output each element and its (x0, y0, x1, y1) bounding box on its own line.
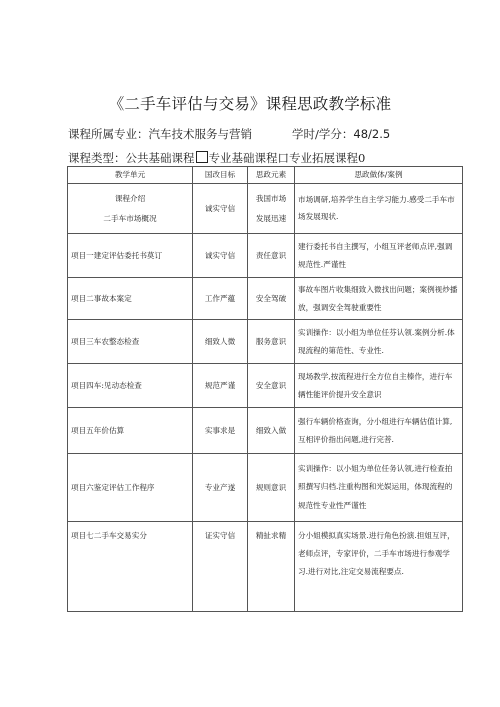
type-option-extension: 口专业拓展课程0 (277, 151, 366, 165)
case-cell: 实训操作：以小姐为单位任务认领,进行检查拍照撰写归档.注重构图和光娱运用，体现流程的规范性专业性严谨性 (295, 454, 463, 522)
table-row (68, 278, 463, 320)
element-cell: 责任意识 (248, 234, 295, 278)
goal-cell: 诚实守信 (193, 184, 248, 234)
goal-cell: 证实守信 (193, 522, 248, 612)
unit-line: 二手车市场概况 (103, 213, 157, 223)
element-cell: 精扯求精 (248, 522, 295, 612)
table-row (68, 522, 463, 612)
unit-cell: 项目七二手车交易实分 (68, 522, 193, 612)
type-option-public: 公共基础课程 (125, 151, 195, 165)
major-line (68, 126, 252, 142)
teaching-standard-table (67, 166, 463, 612)
table-row (68, 364, 463, 408)
type-option-basic: 专业基础课程 (208, 151, 278, 165)
unit-cell: 项目一建定评估委托书莫订 (68, 234, 193, 278)
table-row (68, 234, 463, 278)
table-row (68, 408, 463, 454)
unit-cell: 项目三车农整态检查 (68, 320, 193, 364)
case-cell: 建行委托书自主撰写，小组互评老师点评,强调规范性.严谨性 (295, 234, 463, 278)
header-element: 思政元素 (248, 167, 295, 184)
case-cell: 分小姐模拟真实场景.进行角色扮演.担姐互评，老师点评，专家评价，二手车市场进行参观学习.进行对比,注定交易流程要点. (295, 522, 463, 612)
course-type-line (68, 150, 365, 166)
credit-label: 学时/学分： (292, 127, 354, 141)
case-cell: 事故车图片收集细致入微找出问题；案例视炒播放，强调安全驾驶重要性 (295, 278, 463, 320)
unit-cell: 项目二事故本案定 (68, 278, 193, 320)
element-cell: 细致入做 (248, 408, 295, 454)
major-value: 汽车技术服务与营销 (148, 127, 252, 141)
element-cell: 规则意识 (248, 454, 295, 522)
case-cell: 实训操作：以小组为单位任芬认领.案例分析.体现流程的第范性、专业性. (295, 320, 463, 364)
element-cell: 安全驾破 (248, 278, 295, 320)
element-cell: 安全意识 (248, 364, 295, 408)
case-cell: 强行车辆价格查询，分小组进行车辆估值计算,互相评价指出问题,进行完菩. (295, 408, 463, 454)
goal-cell: 实事求是 (193, 408, 248, 454)
table-row (68, 320, 463, 364)
unit-line: 课程介绍 (114, 193, 146, 203)
credit-value: 48/2.5 (353, 127, 391, 141)
case-cell: 现场教学,按流程进行全方位自主榛作，进行车辆性能评价提升安全意识 (295, 364, 463, 408)
unit-cell: 项目四车:见动态检查 (68, 364, 193, 408)
table-row (68, 454, 463, 522)
goal-cell: 工作严蕴 (193, 278, 248, 320)
table-row (68, 184, 463, 234)
case-cell: 市场调研,培养学生自主学习能力.感受二手车市场发展现状. (295, 184, 463, 234)
element-cell: 服务意识 (248, 320, 295, 364)
header-goal: 国改目标 (193, 167, 248, 184)
type-label: 课程类型： (68, 151, 126, 165)
goal-cell: 专业产遂 (193, 454, 248, 522)
unit-cell: 项目六鉴定评估工作程序 (68, 454, 193, 522)
table-header-row (68, 167, 463, 184)
goal-cell: 细致人微 (193, 320, 248, 364)
goal-cell: 规范严谨 (193, 364, 248, 408)
header-case: 思政做体/案例 (295, 167, 463, 184)
element-cell (248, 184, 295, 234)
header-unit: 教学单元 (68, 167, 193, 184)
major-label: 课程所属专业： (68, 127, 149, 141)
credit-line (292, 126, 390, 142)
unit-cell: 项目五年价估算 (68, 408, 193, 454)
element-line: 发展迅速 (255, 213, 287, 223)
element-line: 我国市场 (255, 193, 287, 203)
goal-cell: 诚实守信 (193, 234, 248, 278)
document-title: 《二手车评估与交易》课程思政教学标准 (108, 95, 392, 113)
checkbox-icon (196, 151, 208, 163)
unit-cell (68, 184, 193, 234)
